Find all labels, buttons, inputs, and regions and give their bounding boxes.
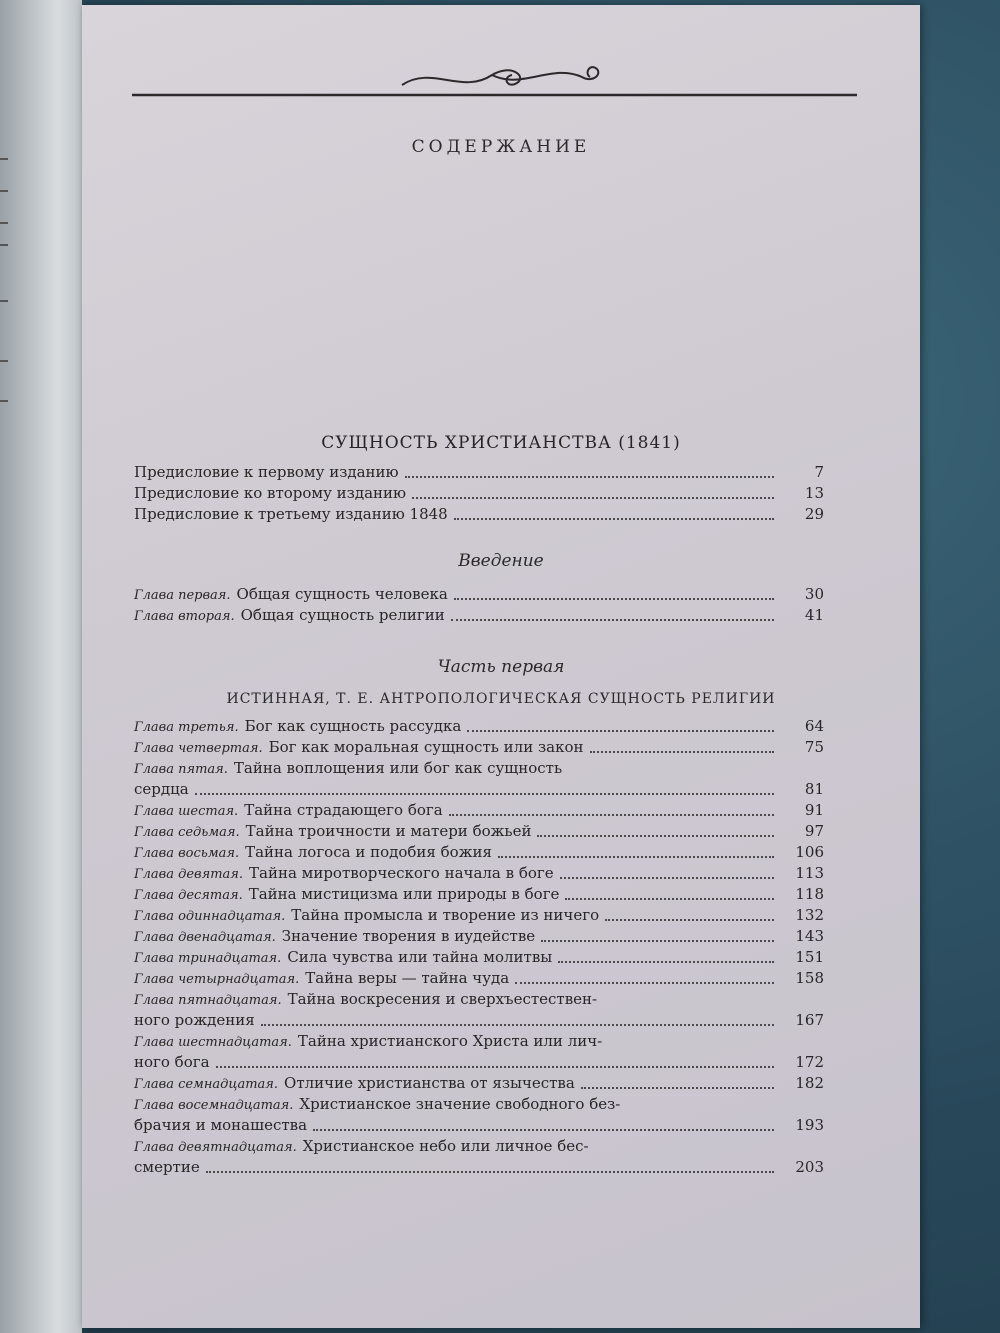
toc-entry <box>134 1116 824 1137</box>
toc-entry <box>134 801 824 822</box>
dot-leader <box>558 961 774 963</box>
toc-entry <box>134 990 824 1011</box>
toc-entry <box>134 759 824 780</box>
dot-leader <box>454 518 774 520</box>
page-number: 30 <box>804 585 824 603</box>
left-page-edge <box>0 0 82 1333</box>
page-number: 97 <box>804 822 824 840</box>
page-mark <box>0 158 8 160</box>
toc-entry <box>134 606 824 627</box>
dot-leader <box>537 835 774 837</box>
page-mark <box>0 190 8 192</box>
toc-entry <box>134 843 824 864</box>
dot-leader <box>541 940 774 942</box>
entry-title: Тайна страдающего бога <box>244 801 443 819</box>
chapter-prefix: Глава девятая. <box>134 867 244 882</box>
dot-leader <box>565 898 774 900</box>
section-title: СУЩНОСТЬ ХРИСТИАНСТВА (1841) <box>321 433 681 453</box>
chapter-prefix: Глава восемнадцатая. <box>134 1098 294 1113</box>
toc-entry <box>134 1158 824 1179</box>
chapter-prefix: Глава пятая. <box>134 762 228 777</box>
page-number: 29 <box>804 505 824 523</box>
page-mark <box>0 300 8 302</box>
toc-entry <box>134 780 824 801</box>
entry-title: Предисловие к третьему изданию 1848 <box>134 505 448 523</box>
entry-title: брачия и монашества <box>134 1116 308 1134</box>
dot-leader <box>216 1066 774 1068</box>
dot-leader <box>515 982 774 984</box>
ornament-rule <box>132 55 857 115</box>
entry-title: Предисловие ко второму изданию <box>134 484 407 502</box>
page-number: 193 <box>795 1116 824 1134</box>
chapter-prefix: Глава одиннадцатая. <box>134 909 286 924</box>
dot-leader <box>451 619 774 621</box>
toc-entry <box>134 969 824 990</box>
entry-title: Общая сущность человека <box>236 585 448 603</box>
page-number: 132 <box>795 906 824 924</box>
page-number: 75 <box>804 738 824 756</box>
entry-title: сердца <box>134 780 189 798</box>
chapter-prefix: Глава шестнадцатая. <box>134 1035 292 1050</box>
dot-leader <box>261 1024 774 1026</box>
dot-leader <box>195 793 774 795</box>
chapter-prefix: Глава седьмая. <box>134 825 240 840</box>
entry-title: Тайна воскресения и сверхъестествен- <box>287 990 598 1008</box>
chapter-prefix: Глава десятая. <box>134 888 243 903</box>
part-heading: Часть первая <box>437 657 565 677</box>
page-number: 118 <box>795 885 824 903</box>
part-subheading: ИСТИННАЯ, Т. Е. АНТРОПОЛОГИЧЕСКАЯ СУЩНОСТЬ РЕЛИГИИ <box>226 691 776 707</box>
page-heading: СОДЕРЖАНИЕ <box>411 137 591 157</box>
toc-entry <box>134 864 824 885</box>
toc-entry <box>134 927 824 948</box>
dot-leader <box>590 751 775 753</box>
entry-title: Отличие христианства от язычества <box>284 1074 575 1092</box>
dot-leader <box>498 856 774 858</box>
page-number: 143 <box>795 927 824 945</box>
dot-leader <box>405 476 774 478</box>
chapter-prefix: Глава шестая. <box>134 804 239 819</box>
toc-entry <box>134 1011 824 1032</box>
page-number: 182 <box>795 1074 824 1092</box>
toc-entry <box>134 738 824 759</box>
entry-title: Тайна христианского Христа или лич- <box>297 1032 603 1050</box>
entry-title: ного бога <box>134 1053 210 1071</box>
chapter-prefix: Глава тринадцатая. <box>134 951 282 966</box>
entry-title: Бог как сущность рассудка <box>244 717 462 735</box>
toc-entry <box>134 1074 824 1095</box>
dot-leader <box>313 1129 774 1131</box>
chapter-prefix: Глава девятнадцатая. <box>134 1140 297 1155</box>
entry-title: Христианское значение свободного без- <box>299 1095 621 1113</box>
chapter-prefix: Глава восьмая. <box>134 846 240 861</box>
book-page <box>82 5 920 1328</box>
dot-leader <box>581 1087 774 1089</box>
entry-title: Тайна веры — тайна чуда <box>305 969 510 987</box>
chapter-prefix: Глава четвертая. <box>134 741 263 756</box>
entry-title: Тайна воплощения или бог как сущность <box>233 759 563 777</box>
page-mark <box>0 244 8 246</box>
entry-title: смертие <box>134 1158 200 1176</box>
page-number: 91 <box>804 801 824 819</box>
page-number: 13 <box>804 484 824 502</box>
toc-entry <box>134 505 824 526</box>
toc-entry <box>134 906 824 927</box>
page-mark <box>0 360 8 362</box>
toc-part <box>134 717 824 1179</box>
chapter-prefix: Глава четырнадцатая. <box>134 972 300 987</box>
dot-leader <box>467 730 774 732</box>
dot-leader <box>605 919 774 921</box>
intro-heading: Введение <box>458 551 544 571</box>
dot-leader <box>412 497 774 499</box>
toc-entry <box>134 717 824 738</box>
entry-title: Тайна троичности и матери божьей <box>245 822 532 840</box>
entry-title: Общая сущность религии <box>240 606 445 624</box>
dot-leader <box>454 598 774 600</box>
toc-entry <box>134 1137 824 1158</box>
chapter-prefix: Глава третья. <box>134 720 239 735</box>
toc-entry <box>134 885 824 906</box>
entry-title: Значение творения в иудействе <box>281 927 536 945</box>
entry-title: Предисловие к первому изданию <box>134 463 399 481</box>
toc-entry <box>134 585 824 606</box>
toc-entry <box>134 948 824 969</box>
toc-prefaces <box>134 463 824 526</box>
entry-title: Христианское небо или личное бес- <box>302 1137 589 1155</box>
page-number: 81 <box>804 780 824 798</box>
entry-title: ного рождения <box>134 1011 255 1029</box>
toc-entry <box>134 463 824 484</box>
toc-entry <box>134 1095 824 1116</box>
chapter-prefix: Глава вторая. <box>134 609 235 624</box>
chapter-prefix: Глава двенадцатая. <box>134 930 276 945</box>
entry-title: Сила чувства или тайна молитвы <box>287 948 553 966</box>
chapter-prefix: Глава первая. <box>134 588 231 603</box>
entry-title: Бог как моральная сущность или закон <box>268 738 584 756</box>
page-number: 203 <box>795 1158 824 1176</box>
page-number: 167 <box>795 1011 824 1029</box>
page-number: 64 <box>804 717 824 735</box>
entry-title: Тайна мистицизма или природы в боге <box>248 885 560 903</box>
entry-title: Тайна логоса и подобия божия <box>245 843 492 861</box>
entry-title: Тайна миротворческого начала в боге <box>249 864 554 882</box>
page-number: 41 <box>804 606 824 624</box>
toc-intro <box>134 585 824 627</box>
page-number: 172 <box>795 1053 824 1071</box>
page-number: 113 <box>795 864 824 882</box>
toc-entry <box>134 1053 824 1074</box>
entry-title: Тайна промысла и творение из ничего <box>291 906 600 924</box>
page-mark <box>0 222 8 224</box>
page-number: 158 <box>795 969 824 987</box>
page-number: 7 <box>814 463 824 481</box>
page-number: 151 <box>795 948 824 966</box>
chapter-prefix: Глава семнадцатая. <box>134 1077 279 1092</box>
toc-entry <box>134 1032 824 1053</box>
chapter-prefix: Глава пятнадцатая. <box>134 993 282 1008</box>
toc-entry <box>134 822 824 843</box>
dot-leader <box>449 814 774 816</box>
dot-leader <box>206 1171 774 1173</box>
page-mark <box>0 400 8 402</box>
dot-leader <box>560 877 774 879</box>
toc-entry <box>134 484 824 505</box>
page-number: 106 <box>795 843 824 861</box>
